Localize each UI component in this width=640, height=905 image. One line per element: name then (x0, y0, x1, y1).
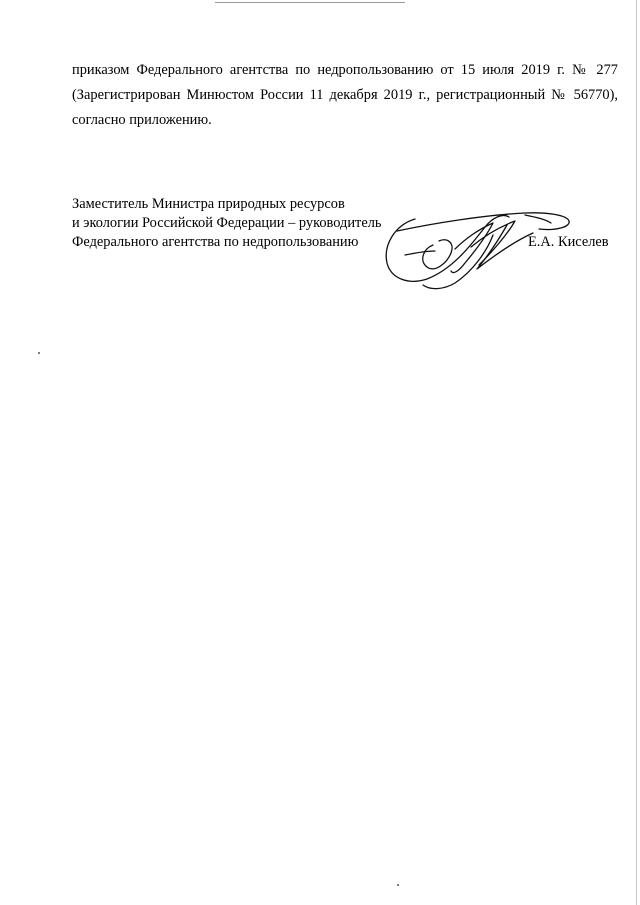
signatory-title (72, 195, 381, 252)
scan-edge-line (215, 2, 405, 3)
paragraph-line: приказом Федерального агентства по недропользованию от 15 июля 2019 г. № 277 (72, 62, 618, 78)
scan-speck (38, 352, 40, 354)
signatory-name: Е.А. Киселев (528, 234, 609, 250)
handwritten-signature-icon (375, 205, 575, 293)
signatory-title-line: и экологии Российской Федерации – руководитель (72, 215, 382, 231)
paragraph-line: (Зарегистрирован Минюстом России 11 декабря 2019 г., регистрационный № 56770), (72, 87, 618, 103)
signatory-title-line: Заместитель Министра природных ресурсов (72, 196, 345, 212)
paragraph-line: согласно приложению. (72, 112, 212, 128)
scan-edge-line (636, 0, 637, 905)
document-paragraph (72, 58, 618, 133)
scan-speck (397, 884, 399, 886)
signatory-title-line: Федерального агентства по недропользованию (72, 234, 359, 250)
